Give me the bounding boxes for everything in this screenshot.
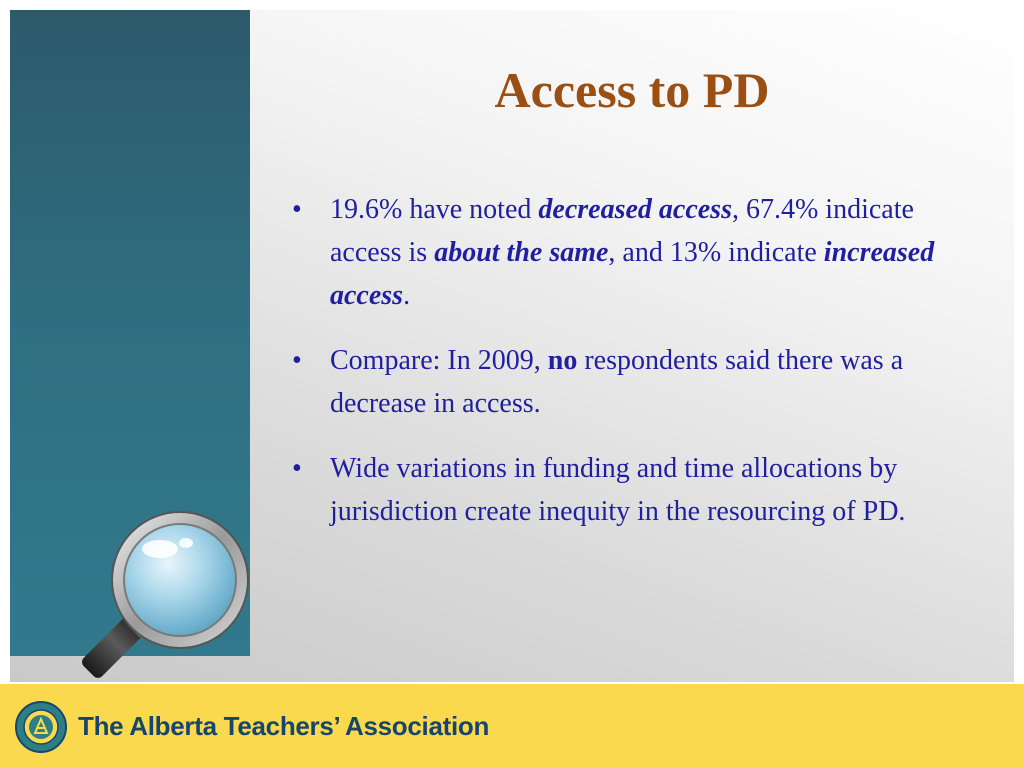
bullet-text: Compare: In 2009, no respondents said there was a decrease in access. (330, 345, 904, 419)
ata-logo-icon (14, 700, 68, 754)
bullet-symbol: • (292, 345, 302, 376)
bullet-text: Wide variations in funding and time allocations by jurisdiction create inequity in the resourcing of PD. (330, 453, 906, 527)
organization-name: The Alberta Teachers’ Association (78, 711, 490, 741)
bullet-item (292, 188, 972, 317)
bullet-list (292, 188, 972, 555)
slide-title: Access to PD (494, 62, 770, 118)
bullet-item (292, 447, 972, 533)
bullet-item (292, 339, 972, 425)
bullet-symbol: • (292, 453, 302, 484)
bullet-symbol: • (292, 194, 302, 225)
magnifying-glass-icon (40, 505, 270, 705)
bullet-text: 19.6% have noted decreased access, 67.4% indicate access is about the same, and 13% indicate increased access. (330, 194, 935, 311)
